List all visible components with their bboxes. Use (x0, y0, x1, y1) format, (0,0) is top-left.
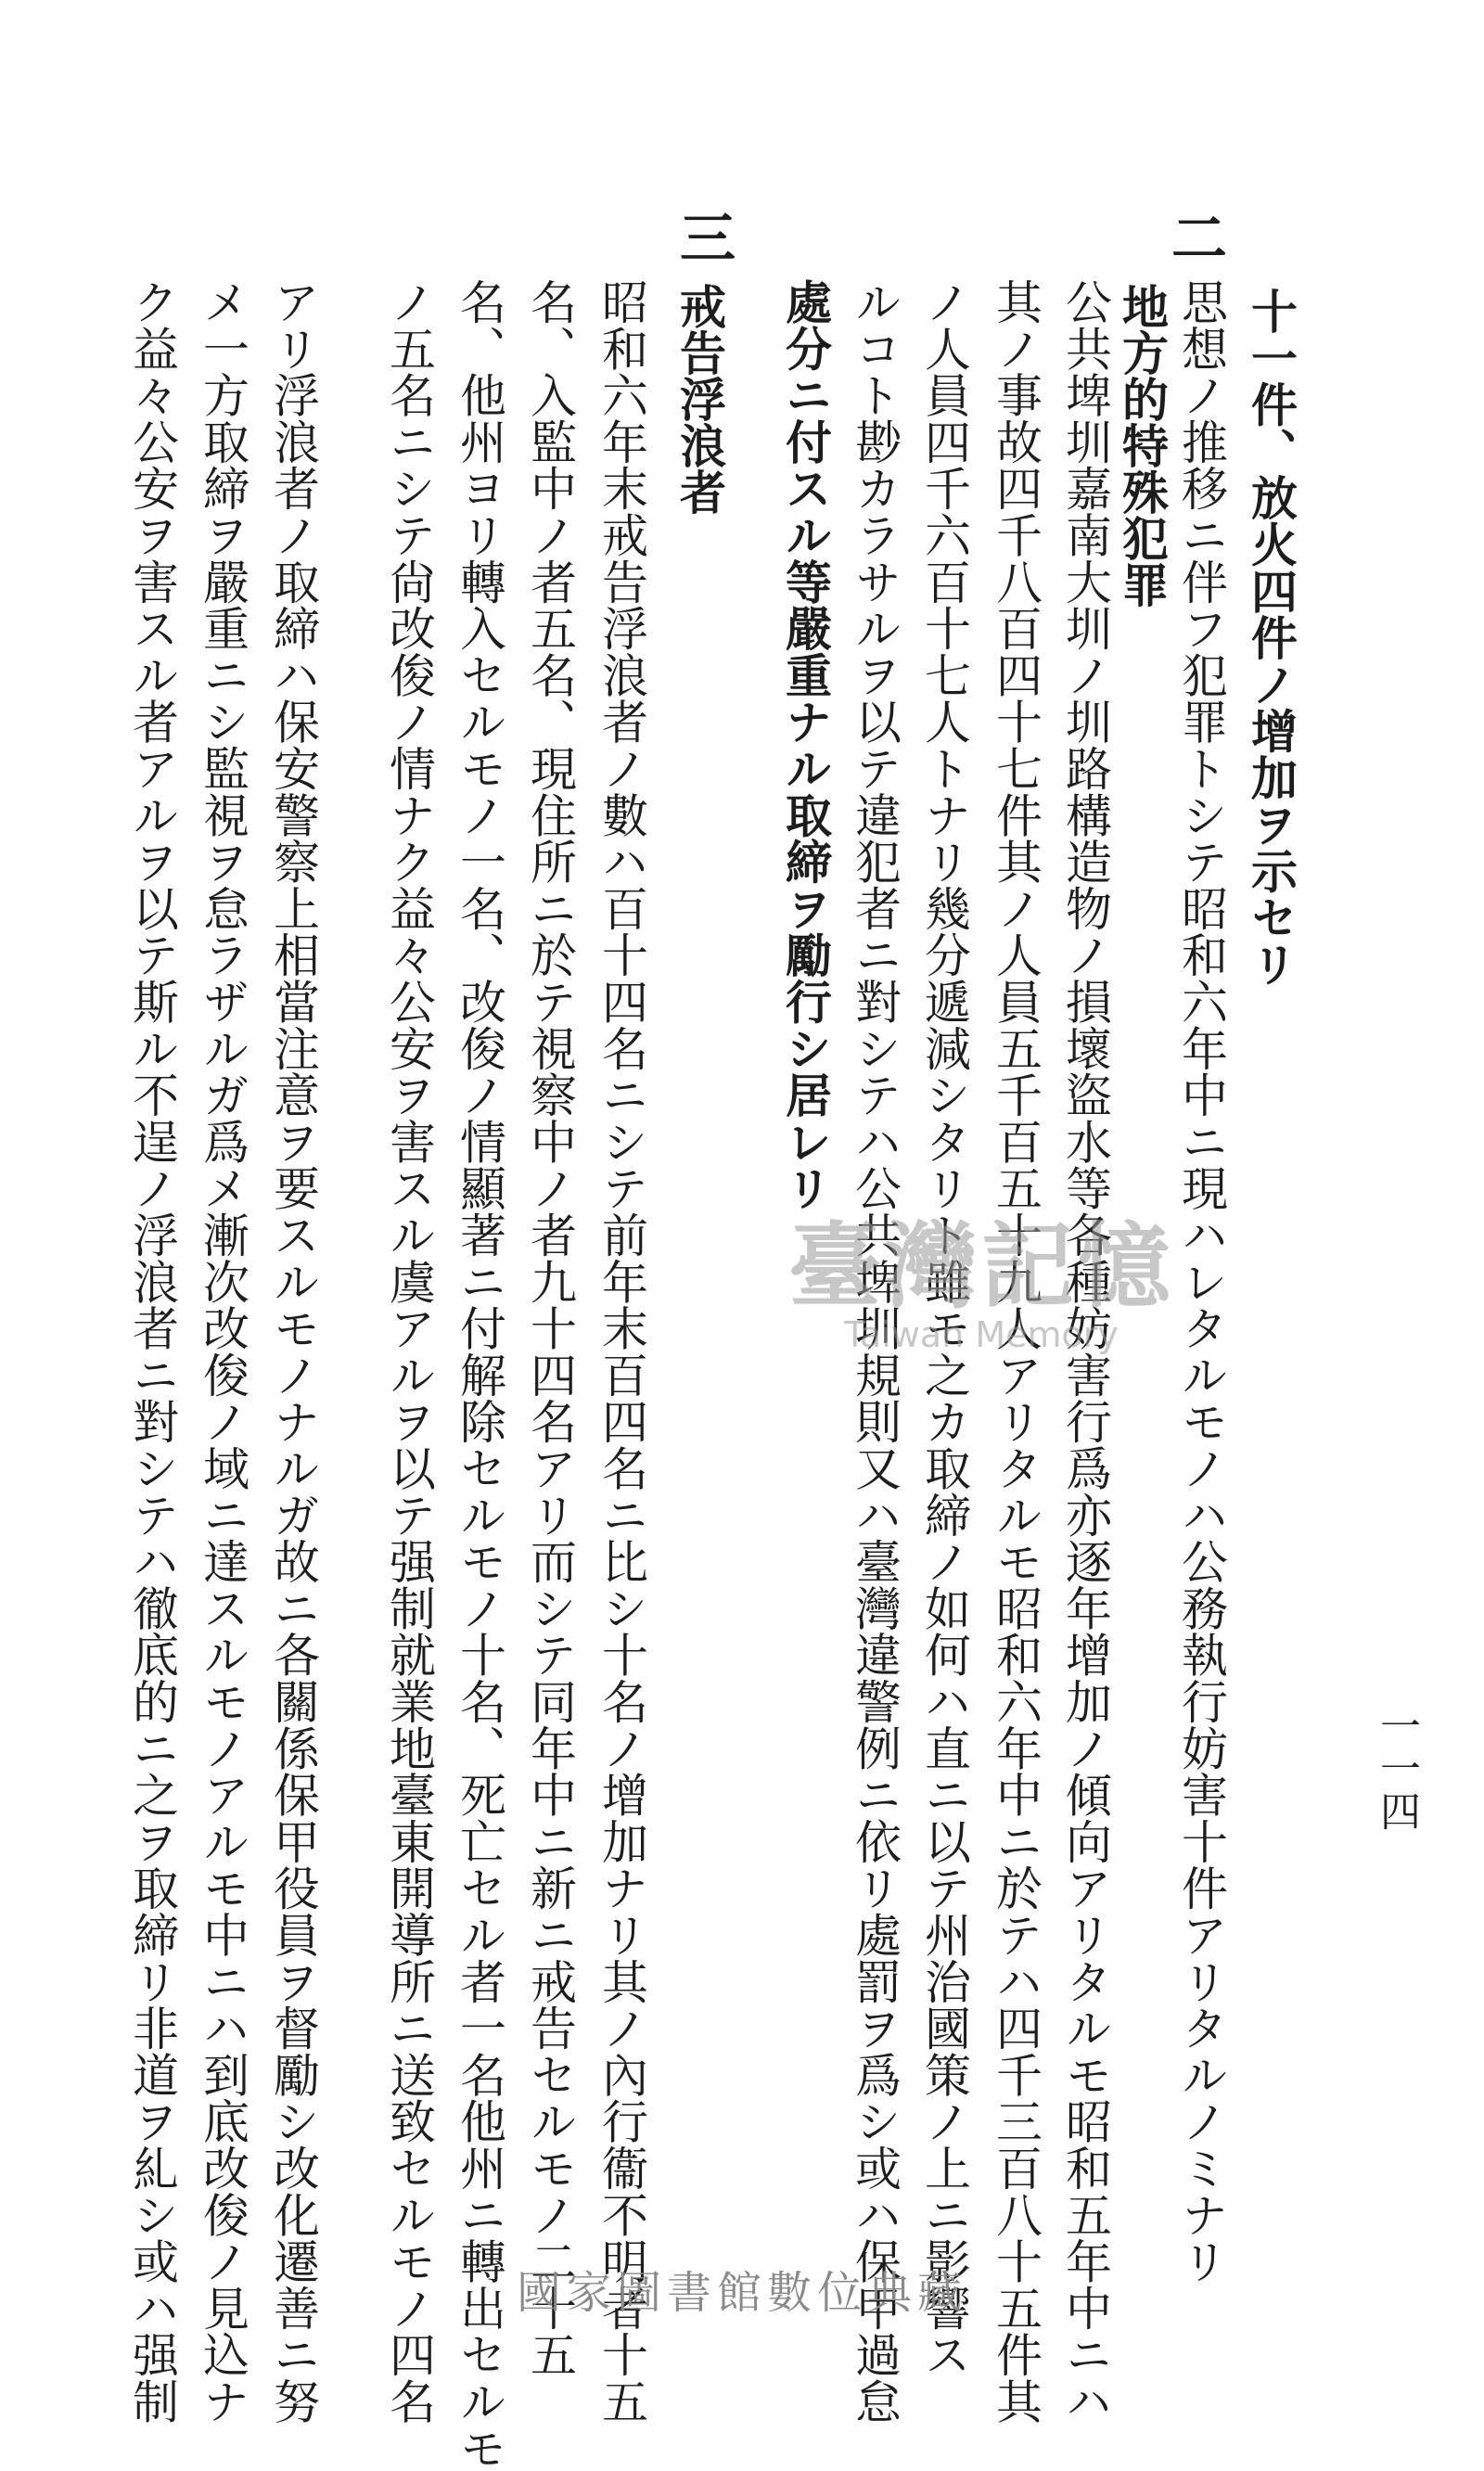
subheading-vagrants: 戒告浮浪者 (672, 283, 727, 515)
section-heading-two: 二 (1162, 209, 1227, 264)
watermark-title: 臺灣記憶 (788, 1211, 1174, 1321)
text-line-4: 公共埤圳嘉南大圳ノ圳路構造物ノ損壞盜水等各種妨害行爲亦逐年增加ノ傾向アリタルモ昭和五年中ニハ (1058, 278, 1112, 2425)
taiwan-memory-watermark (740, 1211, 1222, 1355)
page-number: 一一四 (1373, 1705, 1420, 1833)
watermark-subtitle: Taiwan Memory (844, 1314, 1119, 1355)
text-line-15: メ一方取締ヲ嚴重ニシ監視ヲ怠ラザルガ爲メ漸次改俊ノ域ニ達スルモノアルモ中ニハ到底改俊ノ見込ナ (196, 278, 249, 2425)
text-line-12: 名、他州ヨリ轉入セルモノ一名、改俊ノ情顯著ニ付解除セルモノ十名、死亡セル者一名他州ニ轉出セルモ (453, 278, 506, 2471)
text-line-13: ノ五名ニシテ尙改俊ノ情ナク益々公安ヲ害スル虞アルヲ以テ强制就業地臺東開導所ニ送致セルモノ四名 (382, 278, 436, 2425)
text-line-2: 思想ノ推移ニ伴フ犯罪トシテ昭和六年中ニ現ハレタルモノハ公務執行妨害十件アリタルノミナリ (1174, 278, 1228, 2285)
section-heading-three: 三 (671, 209, 736, 264)
archive-footer: 國家圖書館數位典藏 (516, 2267, 967, 2319)
subheading-local-crime: 地方的特殊犯罪 (1115, 283, 1170, 608)
text-line-7: ルコト尠カラサルヲ以テ違犯者ニ對シテハ公共埤圳規則又ハ臺灣違警例ニ依リ處罰ヲ爲シ或ハ保甲過怠 (848, 278, 902, 2425)
text-line-1: 十一件、放火四件ノ增加ヲ示セリ (1244, 288, 1298, 988)
text-line-5: 其ノ事故四千八百四十七件其ノ人員五千百五十九人アリタルモ昭和六年中ニ於テハ四千三百八十五件其 (989, 278, 1043, 2425)
text-line-6: ノ人員四千六百十七人トナリ幾分遞減シタリト雖モ之カ取締ノ如何ハ直ニ以テ州治國策ノ上ニ影響ス (917, 278, 971, 2378)
text-line-16: ク益々公安ヲ害スル者アルヲ以テ斯ル不逞ノ浮浪者ニ對シテハ徹底的ニ之ヲ取締リ非道ヲ糺シ或ハ强制 (125, 278, 179, 2425)
text-line-14: アリ浮浪者ノ取締ハ保安警察上相當注意ヲ要スルモノナルガ故ニ各關係保甲役員ヲ督勵シ改化遷善ニ努 (266, 278, 320, 2425)
text-line-10: 昭和六年末戒告浮浪者ノ數ハ百十四名ニシテ前年末百四名ニ比シ十名ノ增加ナリ其ノ內行衞不明者十五 (595, 278, 648, 2425)
text-line-11: 名、入監中ノ者五名、現住所ニ於テ視察中ノ者九十四名アリ而シテ同年中ニ新ニ戒告セルモノ二十五 (523, 278, 577, 2378)
text-line-8: 處分ニ付スル等嚴重ナル取締ヲ勵行シ居レリ (778, 278, 833, 1211)
